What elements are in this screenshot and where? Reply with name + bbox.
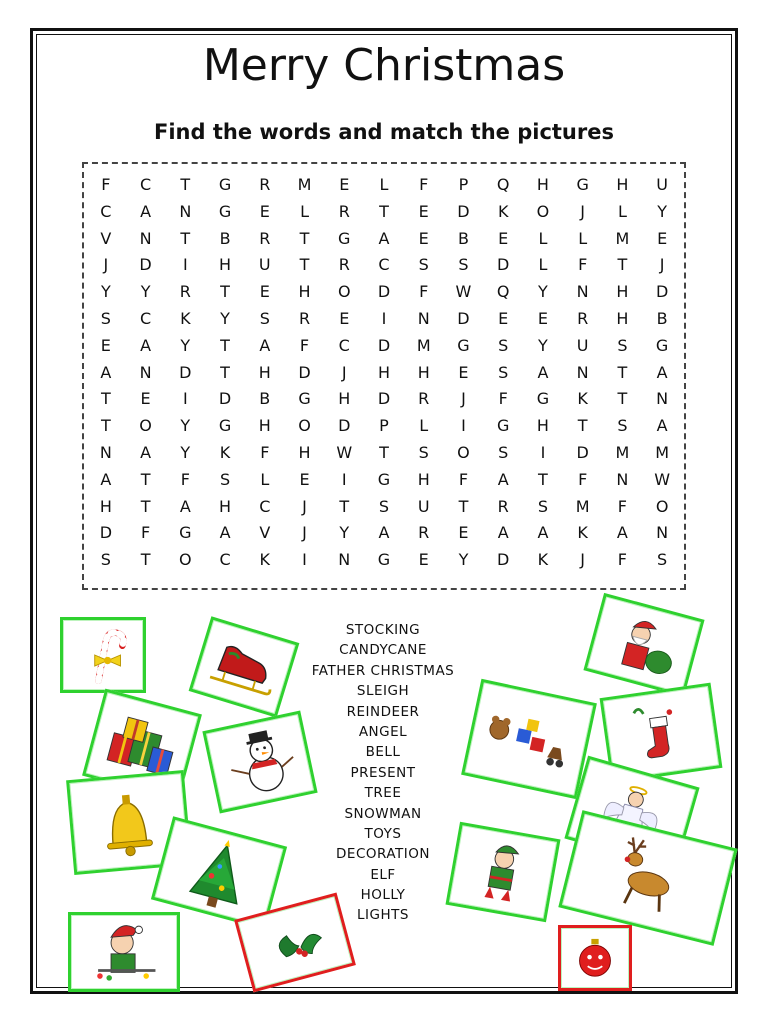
grid-letter[interactable]: F [578,469,588,489]
grid-letter[interactable]: R [259,175,271,194]
grid-letter[interactable]: S [378,496,390,516]
grid-letter[interactable]: D [218,389,232,409]
word-list-item: CANDYCANE [339,642,427,659]
grid-letter[interactable]: B [656,308,668,328]
grid-letter[interactable]: J [659,255,665,275]
grid-letter[interactable]: U [417,496,430,516]
grid-letter[interactable]: C [219,550,231,570]
grid-letter[interactable]: A [537,362,549,382]
grid-letter[interactable]: N [616,469,629,489]
grid-letter[interactable]: S [498,362,509,382]
grid-letter[interactable]: F [617,550,627,570]
grid-letter[interactable]: Y [657,201,668,221]
grid-letter[interactable]: N [99,442,112,462]
grid-letter[interactable]: L [578,228,588,248]
grid-letter[interactable]: H [616,175,629,194]
grid-letter[interactable]: R [179,282,191,302]
grid-letter[interactable]: F [180,469,190,489]
grid-letter[interactable]: E [100,335,111,355]
grid-letter[interactable]: D [457,201,470,221]
grid-letter[interactable]: D [139,255,152,275]
decoration-picture[interactable] [558,925,632,991]
word-search-grid [86,172,682,574]
grid-letter[interactable]: A [616,523,628,543]
grid-letter[interactable]: R [298,308,311,328]
elf-picture[interactable] [445,822,560,922]
grid-letter[interactable]: E [418,201,429,221]
grid-letter[interactable]: M [655,442,670,462]
grid-letter[interactable]: L [617,201,627,221]
grid-letter[interactable]: S [537,496,548,516]
grid-letter[interactable]: J [103,255,109,275]
grid-letter[interactable]: T [458,496,469,516]
grid-letter[interactable]: C [100,201,112,221]
grid-letter[interactable]: L [260,469,270,489]
word-list-item: PRESENT [350,764,416,781]
grid-letter[interactable]: F [419,282,429,302]
grid-letter[interactable]: Y [180,416,191,436]
grid-letter[interactable]: I [381,308,387,328]
grid-letter[interactable]: G [536,389,550,409]
grid-letter[interactable]: I [540,442,546,462]
grid-letter[interactable]: G [457,335,470,355]
elf-icon [449,825,557,918]
word-list-item: STOCKING [345,622,421,638]
grid-letter[interactable]: G [338,228,351,248]
grid-letter[interactable]: J [580,550,586,570]
page-title: Merry Christmas [202,40,566,91]
grid-letter[interactable]: L [538,228,548,248]
grid-letter[interactable]: R [577,308,589,328]
grid-letter[interactable]: L [379,175,389,194]
grid-letter[interactable]: N [139,362,152,382]
grid-letter[interactable]: D [457,308,470,328]
grid-letter[interactable]: P [379,416,389,436]
grid-letter[interactable]: W [336,442,353,462]
word-list-item: SLEIGH [356,683,410,700]
word-list-item: DECORATION [336,846,430,863]
grid-letter[interactable]: D [298,362,311,382]
grid-letter[interactable]: O [337,282,351,302]
grid-letter[interactable]: V [259,523,271,543]
word-list-item: TOYS [364,825,402,842]
grid-letter[interactable]: T [617,389,628,409]
grid-letter[interactable]: P [458,175,469,194]
grid-letter[interactable]: T [538,469,548,489]
grid-letter[interactable]: I [182,389,188,409]
grid-letter[interactable]: T [577,416,588,436]
grid-letter[interactable]: Y [220,308,230,328]
grid-letter[interactable]: G [576,175,589,194]
grid-letter[interactable]: G [218,201,232,221]
grid-letter[interactable]: V [100,228,112,248]
grid-letter[interactable]: K [219,442,231,462]
grid-letter[interactable]: T [220,335,230,355]
grid-letter[interactable]: N [576,282,589,302]
grid-letter[interactable]: E [339,308,350,328]
grid-letter[interactable]: L [300,201,309,221]
grid-letter[interactable]: E [339,175,350,194]
grid-letter[interactable]: C [378,255,390,275]
word-list-item: SNOWMAN [344,805,422,822]
grid-letter[interactable]: R [497,496,509,516]
grid-letter[interactable]: Y [538,282,548,302]
grid-letter[interactable]: D [497,255,510,275]
grid-letter[interactable]: Y [339,523,350,543]
grid-letter[interactable]: J [461,389,466,409]
grid-letter[interactable]: C [338,335,350,355]
grid-letter[interactable]: E [498,308,509,328]
grid-letter[interactable]: M [416,335,431,355]
grid-letter[interactable]: F [458,469,469,489]
grid-letter[interactable]: Q [496,175,510,194]
bauble-icon [561,928,629,988]
grid-letter[interactable]: S [100,308,111,328]
grid-letter[interactable]: F [617,496,627,516]
grid-letter[interactable]: A [537,523,549,543]
word-list-item: HOLLY [360,887,406,904]
grid-letter[interactable]: N [179,201,192,221]
grid-letter[interactable]: S [617,335,628,355]
grid-letter[interactable]: M [615,228,630,248]
grid-letter[interactable]: T [100,389,111,409]
grid-letter[interactable]: F [299,335,310,355]
grid-letter[interactable]: T [220,282,230,302]
grid-letter[interactable]: E [458,523,469,543]
grid-letter[interactable]: B [457,228,469,248]
grid-letter[interactable]: F [578,255,588,275]
grid-letter[interactable]: T [617,362,628,382]
grid-letter[interactable]: W [455,282,472,302]
elf-sitting-icon [71,915,177,989]
grid-letter[interactable]: D [576,442,589,462]
grid-letter[interactable]: N [417,308,430,328]
grid-letter[interactable]: A [656,362,668,382]
grid-letter[interactable]: H [219,255,232,275]
grid-letter[interactable]: Y [180,335,191,355]
grid-letter[interactable]: S [498,442,509,462]
grid-letter[interactable]: A [656,416,668,436]
grid-letter[interactable]: F [101,175,111,194]
grid-letter[interactable]: T [339,496,350,516]
grid-letter[interactable]: D [377,389,391,409]
grid-letter[interactable]: H [616,308,629,328]
grid-letter[interactable]: S [219,469,231,489]
grid-letter[interactable]: T [140,550,151,570]
grid-letter[interactable]: Y [100,282,111,302]
snowman-icon [206,714,314,810]
grid-letter[interactable]: J [302,496,307,516]
grid-letter[interactable]: D [99,523,113,543]
grid-letter[interactable]: E [418,550,429,570]
grid-letter[interactable]: H [298,282,311,302]
grid-letter[interactable]: A [259,335,271,355]
grid-letter[interactable]: D [179,362,192,382]
grid-letter[interactable]: R [418,523,430,543]
grid-letter[interactable]: E [418,228,429,248]
grid-letter[interactable]: U [656,175,668,194]
grid-letter[interactable]: T [140,469,151,489]
grid-letter[interactable]: F [419,175,429,194]
grid-letter[interactable]: I [341,469,347,489]
grid-letter[interactable]: A [497,523,509,543]
grid-letter[interactable]: N [656,389,669,409]
grid-letter[interactable]: I [182,255,188,275]
grid-letter[interactable]: U [576,335,589,355]
grid-letter[interactable]: G [655,335,669,355]
grid-letter[interactable]: Y [140,282,151,302]
grid-letter[interactable]: E [259,282,270,302]
grid-letter[interactable]: E [537,308,548,328]
grid-letter[interactable]: H [219,496,232,516]
grid-letter[interactable]: B [259,389,271,409]
word-list-item: LIGHTS [357,907,409,924]
grid-letter[interactable]: E [498,228,509,248]
word-list-item: TREE [364,785,402,802]
grid-letter[interactable]: S [498,335,509,355]
grid-letter[interactable]: N [656,523,669,543]
toys-icon [465,682,594,795]
grid-letter[interactable]: L [419,416,429,436]
grid-letter[interactable]: H [616,282,629,302]
grid-letter[interactable]: T [299,228,310,248]
grid-letter[interactable]: T [140,496,151,516]
word-list-item: ELF [370,866,396,883]
grid-letter[interactable]: K [180,308,191,328]
grid-letter[interactable]: T [180,228,191,248]
grid-letter[interactable]: D [338,416,351,436]
grid-letter[interactable]: O [139,416,152,436]
grid-letter[interactable]: D [655,282,669,302]
grid-letter[interactable]: J [580,201,586,221]
word-list-item: ANGEL [358,723,408,740]
grid-letter[interactable]: N [338,550,351,570]
page-subtitle: Find the words and match the pictures [154,120,614,144]
grid-letter[interactable]: C [140,175,152,194]
grid-letter[interactable]: J [341,362,347,382]
grid-letter[interactable]: A [100,469,112,489]
grid-letter[interactable]: A [378,523,390,543]
grid-letter[interactable]: G [298,389,311,409]
grid-letter[interactable]: G [218,416,232,436]
grid-letter[interactable]: G [377,550,391,570]
grid-letter[interactable]: M [297,175,312,194]
grid-letter[interactable]: H [536,416,549,436]
grid-letter[interactable]: O [536,201,550,221]
grid-letter[interactable]: H [417,362,430,382]
grid-letter[interactable]: H [377,362,390,382]
grid-letter[interactable]: T [180,175,191,194]
grid-letter[interactable]: A [179,496,191,516]
grid-letter[interactable]: A [497,469,509,489]
grid-letter[interactable]: G [377,469,391,489]
grid-letter[interactable]: R [338,201,350,221]
grid-letter[interactable]: A [100,362,112,382]
grid-letter[interactable]: I [302,550,307,570]
grid-letter[interactable]: G [218,175,232,194]
grid-letter[interactable]: K [259,550,271,570]
grid-letter[interactable]: I [461,416,466,436]
word-list-item: BELL [365,744,401,761]
grid-letter[interactable]: F [260,442,270,462]
grid-letter[interactable]: E [657,228,668,248]
grid-letter[interactable]: C [259,496,271,516]
grid-letter[interactable]: R [259,228,271,248]
grid-letter[interactable]: O [457,442,470,462]
word-list-item: REINDEER [346,703,420,720]
grid-letter[interactable]: E [140,389,151,409]
grid-letter[interactable]: T [299,255,310,275]
grid-letter[interactable]: H [258,362,271,382]
grid-letter[interactable]: C [140,308,152,328]
grid-letter[interactable]: F [140,523,151,543]
grid-letter[interactable]: K [577,389,588,409]
grid-letter[interactable]: H [258,416,271,436]
candycane-picture[interactable] [60,617,146,693]
grid-letter[interactable]: A [140,201,152,221]
grid-letter[interactable]: A [378,228,390,248]
grid-letter[interactable]: S [259,308,270,328]
grid-letter[interactable]: T [379,442,389,462]
grid-letter[interactable]: T [617,255,628,275]
grid-letter[interactable]: J [302,523,307,543]
word-list-item: FATHER CHRISTMAS [311,662,455,679]
grid-letter[interactable]: Q [496,282,510,302]
grid-letter[interactable]: O [179,550,192,570]
grid-letter[interactable]: E [259,201,270,221]
grid-letter[interactable]: R [418,389,430,409]
grid-letter[interactable]: U [258,255,271,275]
grid-letter[interactable]: N [139,228,152,248]
elf-sitting-picture[interactable] [68,912,180,992]
grid-letter[interactable]: Y [538,335,548,355]
grid-letter[interactable]: A [219,523,231,543]
grid-letter[interactable]: H [417,469,430,489]
grid-letter[interactable]: H [338,389,351,409]
grid-letter[interactable]: S [458,255,469,275]
grid-letter[interactable]: A [140,335,152,355]
grid-letter[interactable]: T [220,362,230,382]
grid-letter[interactable]: E [458,362,469,382]
grid-letter[interactable]: B [219,228,231,248]
grid-letter[interactable]: O [655,496,669,516]
grid-letter[interactable]: K [537,550,549,570]
grid-letter[interactable]: A [140,442,152,462]
grid-letter[interactable]: M [615,442,630,462]
grid-letter[interactable]: W [654,469,671,489]
grid-letter[interactable]: G [496,416,510,436]
grid-letter[interactable]: T [100,416,111,436]
grid-letter[interactable]: N [576,362,589,382]
grid-letter[interactable]: R [338,255,350,275]
grid-letter[interactable]: K [497,201,509,221]
grid-letter[interactable]: T [379,201,389,221]
grid-letter[interactable]: D [377,335,391,355]
grid-letter[interactable]: H [298,442,311,462]
grid-letter[interactable]: H [99,496,112,516]
grid-letter[interactable]: S [657,550,668,570]
grid-letter[interactable]: H [536,175,549,194]
grid-letter[interactable]: M [575,496,590,516]
grid-letter[interactable]: F [498,389,508,409]
grid-letter[interactable]: K [577,523,588,543]
candy-cane-icon [63,620,143,690]
grid-letter[interactable]: S [418,442,429,462]
grid-letter[interactable]: D [497,550,510,570]
grid-letter[interactable]: Y [180,442,191,462]
grid-letter[interactable]: G [179,523,192,543]
grid-letter[interactable]: S [418,255,429,275]
grid-letter[interactable]: S [100,550,111,570]
grid-letter[interactable]: D [377,282,391,302]
grid-letter[interactable]: Y [458,550,469,570]
grid-letter[interactable]: L [538,255,548,275]
grid-letter[interactable]: E [299,469,310,489]
grid-letter[interactable]: O [298,416,311,436]
grid-letter[interactable]: S [617,416,628,436]
